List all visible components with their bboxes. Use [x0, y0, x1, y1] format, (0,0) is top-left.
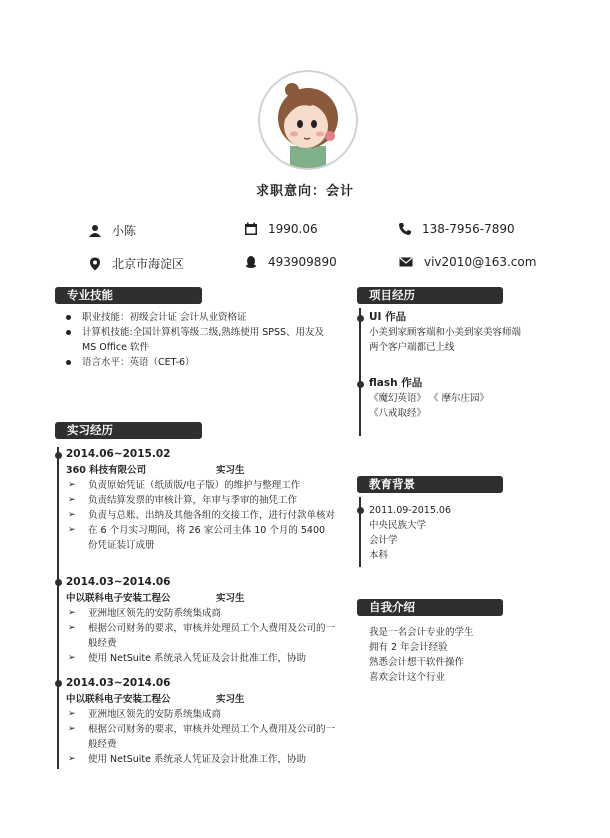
entry-duties: [66, 707, 336, 767]
phone-text: 138-7956-7890: [422, 222, 515, 236]
entry-company: 中以联科电子安装工程公: [66, 593, 171, 604]
qq-text: 493909890: [268, 255, 337, 269]
project-heading: UI 作品: [369, 311, 407, 323]
info-birth: [244, 222, 318, 236]
email-text: viv2010@163.com: [424, 255, 537, 269]
projects-timeline: [359, 308, 361, 436]
internship-entry: [66, 448, 336, 553]
list-item: ➢ 负责与总账、出纳及其他各组的交接工作，进行付款单核对: [66, 508, 336, 523]
timeline-dot: [55, 680, 62, 687]
name-text: 小陈: [112, 224, 137, 238]
list-item: ➢ 负责原始凭证（纸质版/电子版）的维护与整理工作: [66, 478, 336, 493]
list-item: ➢ 亚洲地区领先的安防系统集成商: [66, 606, 336, 621]
skills-list: [60, 310, 335, 370]
birth-text: 1990.06: [268, 222, 318, 236]
project-heading: flash 作品: [369, 377, 423, 389]
education-entry: [369, 503, 569, 563]
entry-role: 实习生: [216, 593, 245, 604]
intro-line: 喜欢会计这个行业: [369, 672, 446, 683]
info-email: [398, 255, 536, 269]
education-period: 2011.09-2015.06: [369, 505, 451, 516]
education-degree: 本科: [369, 550, 389, 561]
list-item: ➢ 根据公司财务的要求，审核并处理员工个人费用及公司的一般经费: [66, 722, 336, 752]
internship-entry: [66, 576, 336, 666]
entry-period: 2014.06~2015.02: [66, 448, 171, 460]
location-text: 北京市海淀区: [112, 257, 185, 271]
projects-section-title: 项目经历: [357, 287, 503, 304]
entry-duties: [66, 478, 336, 553]
email-icon: [398, 255, 414, 269]
skills-section-title: 专业技能: [55, 287, 202, 304]
intro-section-title: 自我介绍: [357, 599, 503, 616]
project-line: 《八戒取经》: [369, 408, 427, 419]
entry-period: 2014.03~2014.06: [66, 576, 171, 588]
phone-icon: [398, 222, 412, 236]
intro-line: 我是一名会计专业的学生: [369, 627, 474, 638]
internship-section-title: 实习经历: [55, 422, 202, 439]
education-school: 中央民族大学: [369, 520, 427, 531]
project-line: 小美到家顾客端和小美到家美容师端: [369, 327, 522, 338]
intro-line: 熟悉会计想干软件操作: [369, 657, 465, 668]
timeline-dot: [357, 381, 364, 388]
entry-company: 中以联科电子安装工程公: [66, 694, 171, 705]
entry-role: 实习生: [216, 694, 245, 705]
list-item: ➢ 在 6 个月实习期间，将 26 家公司主体 10 个月的 5400 份凭证装订成册: [66, 523, 336, 553]
entry-duties: [66, 606, 336, 666]
avatar: [258, 70, 358, 170]
girl-cartoon-icon: [260, 72, 356, 168]
info-phone: [398, 222, 515, 236]
calendar-icon: [244, 222, 258, 236]
job-objective: 求职意向：会计: [255, 184, 354, 199]
list-item: ➢ 使用 NetSuite 系统录人凭证及会计批准工作，协助: [66, 752, 336, 767]
person-icon: [88, 224, 102, 238]
intro-line: 拥有 2 年会计经验: [369, 642, 448, 653]
list-item: ➢ 使用 NetSuite 系统录入凭证及会计批准工作，协助: [66, 651, 336, 666]
list-item: ➢ 负责结算发票的审核计算，年审与季审的抽凭工作: [66, 493, 336, 508]
list-item: 语言水平：英语（CET-6）: [60, 355, 335, 370]
timeline-dot: [357, 315, 364, 322]
project-entry: [369, 376, 569, 421]
info-qq: [244, 255, 337, 269]
project-line: 《魔幻英语》 《 摩尔庄园》: [369, 393, 490, 404]
timeline-dot: [55, 579, 62, 586]
info-location: [88, 255, 184, 272]
qq-penguin-icon: [244, 255, 258, 269]
project-line: 两个客户端都已上线: [369, 342, 455, 353]
list-item: 职业技能：初级会计证 会计从业资格证: [60, 310, 335, 325]
internship-entry: [66, 677, 336, 767]
timeline-dot: [55, 452, 62, 459]
list-item: 计算机技能:全国计算机等级二级,熟练使用 SPSS、用友及 MS Office 软件: [60, 325, 335, 355]
location-icon: [88, 257, 102, 271]
entry-period: 2014.03~2014.06: [66, 677, 171, 689]
internship-timeline: [57, 447, 59, 769]
list-item: ➢ 亚洲地区领先的安防系统集成商: [66, 707, 336, 722]
entry-role: 实习生: [216, 465, 245, 476]
intro-text: [369, 625, 569, 685]
education-major: 会计学: [369, 535, 398, 546]
timeline-dot: [357, 507, 364, 514]
entry-company: 360 科技有限公司: [66, 465, 147, 476]
info-name: [88, 222, 136, 239]
project-entry: [369, 310, 569, 355]
education-section-title: 教育背景: [357, 476, 503, 493]
list-item: ➢ 根据公司财务的要求，审核并处理员工个人费用及公司的一般经费: [66, 621, 336, 651]
